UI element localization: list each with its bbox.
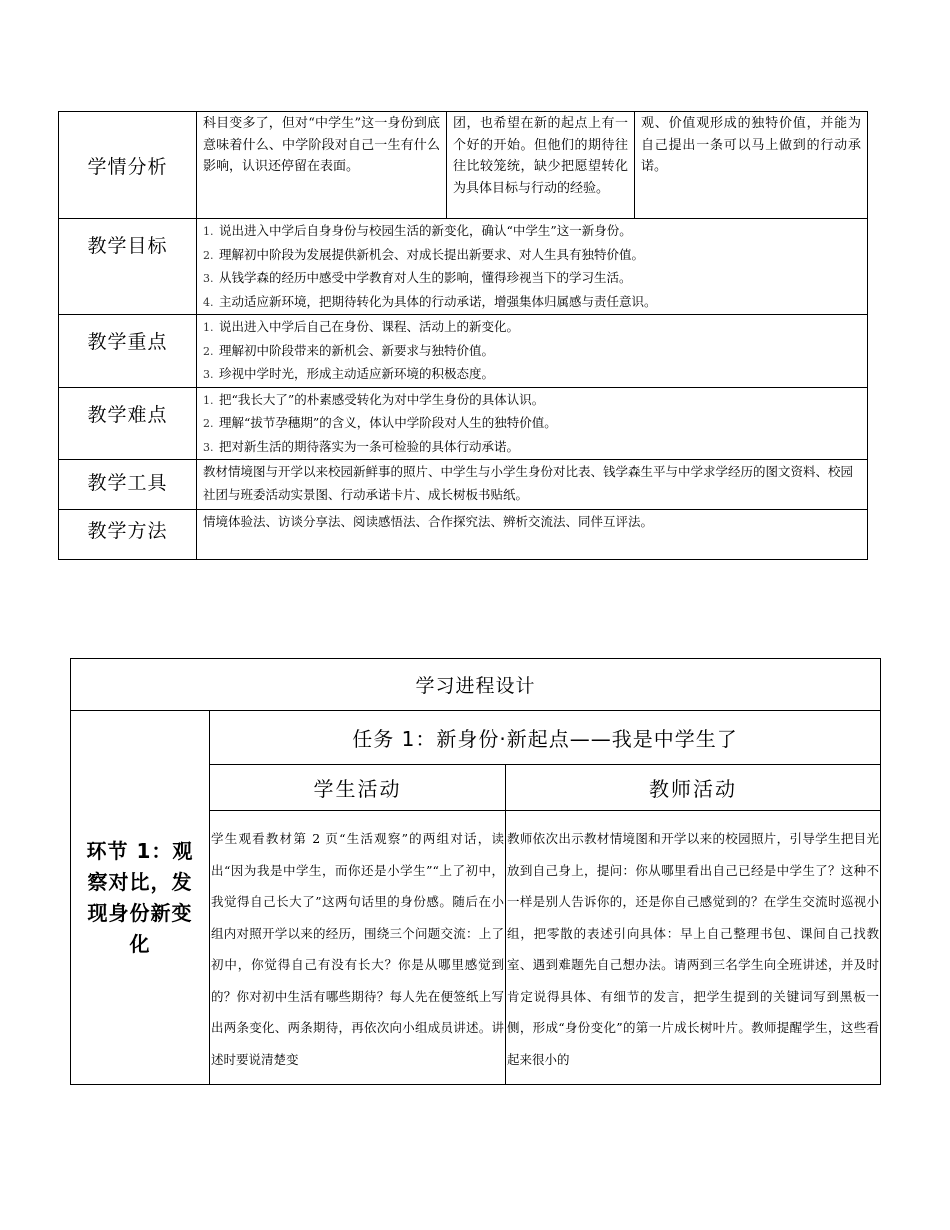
lesson-info-table [58, 111, 868, 560]
list-item: 4. 主动适应新环境，把期待转化为具体的行动承诺，增强集体归属感与责任意识。 [203, 293, 657, 309]
task-title-row [71, 711, 881, 765]
situation-text-2: 团，也希望在新的起点上有一个好的开始。但他们的期待往往比较笼统，缺少把愿望转化为具体目标与行动的经验。 [453, 116, 628, 196]
tools-cell [197, 460, 868, 510]
situation-header: 学情分析 [59, 112, 197, 219]
key-points-header: 教学重点 [59, 315, 197, 388]
methods-cell [197, 510, 868, 560]
difficulties-list [197, 388, 867, 460]
list-item: 3. 把对新生活的期待落实为一条可检验的具体行动承诺。 [203, 438, 520, 454]
difficulties-cell [197, 387, 868, 460]
process-title-row [71, 659, 881, 711]
list-item: 2. 理解“拔节孕穗期”的含义，体认中学阶段对人生的独特价值。 [203, 415, 557, 430]
list-item: 2. 理解初中阶段带来的新机会、新要求与独特价值。 [203, 342, 495, 358]
tools-header: 教学工具 [59, 460, 197, 510]
methods-row [59, 510, 868, 560]
teacher-activity-header: 教师活动 [506, 765, 881, 811]
goals-list [197, 219, 867, 314]
methods-text: 情境体验法、访谈分享法、阅读感悟法、合作探究法、辨析交流法、同伴互评法。 [203, 514, 654, 529]
situation-col3 [635, 112, 868, 219]
process-design-table [70, 658, 881, 1085]
difficulties-row [59, 387, 868, 460]
situation-text-3: 观、价值观形成的独特价值，并能为自己提出一条可以马上做到的行动承诺。 [641, 116, 861, 174]
student-activity-text: 学生观看教材第 2 页“生活观察”的两组对话，读出“因为我是中学生，而你还是小学生”“上了初中，我觉得自己长大了”这两句话里的身份感。随后在小组内对照开学以来的经历，围绕三个问题交流：上了初中，你觉得自己有没有长大？你是从哪里感觉到的？你对初中生活有哪些期待？每人先在便签纸上写出两条变化、两条期待，再依次向小组成员讲述。讲述时要说清楚变 [210, 811, 506, 1085]
list-item: 1. 说出进入中学后自己在身份、课程、活动上的新变化。 [203, 319, 520, 334]
situation-row [59, 112, 868, 219]
goals-cell [197, 219, 868, 315]
tools-text: 教材情境图与开学以来校园新鲜事的照片、中学生与小学生身份对比表、钱学森生平与中学求学经历的图文资料、校园社团与班委活动实景图、行动承诺卡片、成长树板书贴纸。 [203, 464, 854, 502]
list-item: 1. 说出进入中学后自身身份与校园生活的新变化，确认“中学生”这一新身份。 [203, 223, 632, 238]
goals-row [59, 219, 868, 315]
key-points-cell [197, 315, 868, 388]
situation-text-1: 科目变多了，但对“中学生”这一身份到底意味着什么、中学阶段对自己一生有什么影响，认识还停留在表面。 [203, 116, 440, 174]
list-item: 3. 珍视中学时光，形成主动适应新环境的积极态度。 [203, 366, 495, 381]
stage-label: 环节 1：观察对比，发现身份新变化 [71, 711, 210, 1085]
situation-col2 [447, 112, 635, 219]
list-item: 2. 理解初中阶段为发展提供新机会、对成长提出新要求、对人生具有独特价值。 [203, 246, 645, 262]
process-title: 学习进程设计 [71, 659, 881, 711]
difficulties-header: 教学难点 [59, 387, 197, 460]
list-item: 1. 把“我长大了”的朴素感受转化为对中学生身份的具体认识。 [203, 391, 545, 407]
key-points-row [59, 315, 868, 388]
methods-header: 教学方法 [59, 510, 197, 560]
task-title: 任务 1：新身份·新起点——我是中学生了 [210, 711, 881, 765]
tools-row [59, 460, 868, 510]
list-item: 3. 从钱学森的经历中感受中学教育对人生的影响，懂得珍视当下的学习生活。 [203, 270, 632, 285]
goals-header: 教学目标 [59, 219, 197, 315]
teacher-activity-text: 教师依次出示教材情境图和开学以来的校园照片，引导学生把目光放到自己身上，提问：你从哪里看出自己已经是中学生了？这种不一样是别人告诉你的，还是你自己感觉到的？在学生交流时巡视小组，把零散的表述引向具体：早上自己整理书包、课间自己找教室、遇到难题先自己想办法。请两到三名学生向全班讲述，并及时肯定说得具体、有细节的发言，把学生提到的关键词写到黑板一侧，形成“身份变化”的第一片成长树叶片。教师提醒学生，这些看起来很小的 [506, 811, 881, 1085]
key-points-list [197, 315, 867, 387]
student-activity-header: 学生活动 [210, 765, 506, 811]
situation-col1 [197, 112, 447, 219]
